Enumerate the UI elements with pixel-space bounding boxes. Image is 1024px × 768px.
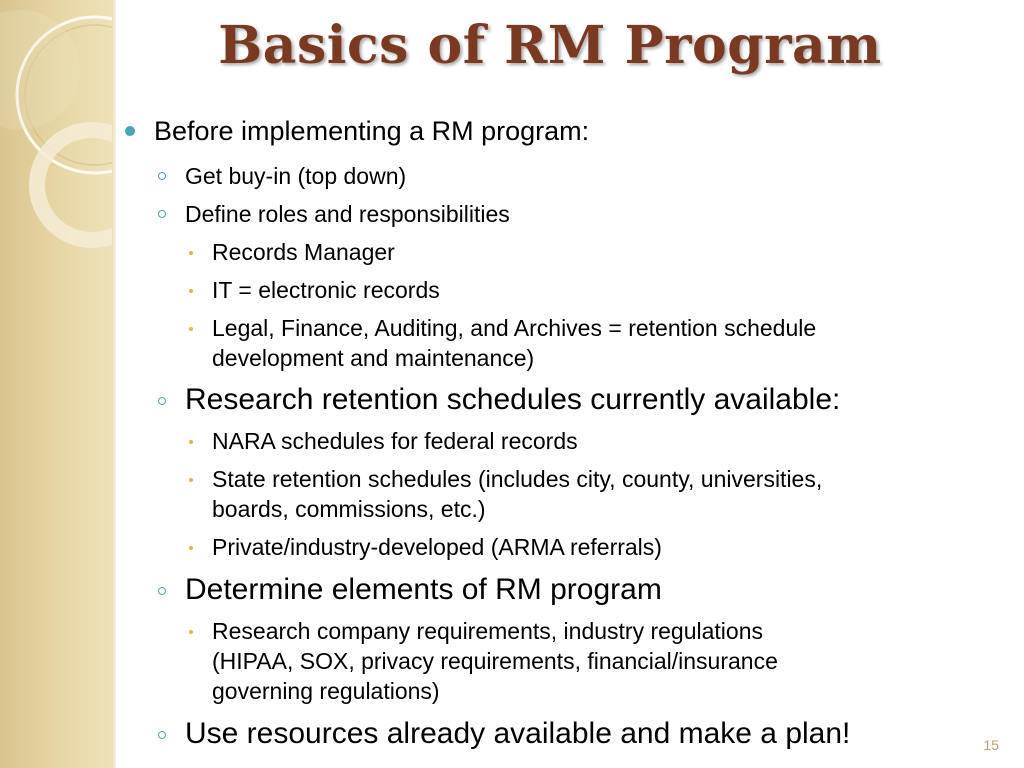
bullet-item: Use resources already available and make a plan! bbox=[185, 717, 851, 750]
bullet-small-dot-icon bbox=[189, 630, 193, 634]
bullet-item: Before implementing a RM program: bbox=[154, 116, 590, 146]
bullet-item-line: Research company requirements, industry regulations bbox=[212, 618, 763, 644]
bullet-ring-icon bbox=[158, 210, 166, 218]
page-number: 15 bbox=[983, 737, 999, 753]
bullet-item: Define roles and responsibilities bbox=[185, 201, 510, 227]
bullet-item: Private/industry-developed (ARMA referrals) bbox=[212, 534, 662, 560]
bullet-small-dot-icon bbox=[189, 440, 193, 444]
bullet-item-line: Legal, Finance, Auditing, and Archives = retention schedule bbox=[212, 315, 817, 341]
bullet-dot-icon bbox=[125, 126, 135, 136]
bullet-item: Determine elements of RM program bbox=[185, 573, 662, 606]
bullet-small-dot-icon bbox=[189, 546, 193, 550]
bullet-item: Records Manager bbox=[212, 239, 395, 265]
bullet-item-line: governing regulations) bbox=[212, 678, 440, 704]
bullet-item-line: State retention schedules (includes city, county, universities, bbox=[212, 466, 823, 492]
bullet-small-dot-icon bbox=[189, 289, 193, 293]
bullet-item: NARA schedules for federal records bbox=[212, 428, 578, 454]
bullet-small-dot-icon bbox=[189, 327, 193, 331]
bullet-item: Research retention schedules currently available: bbox=[185, 383, 841, 416]
bullet-small-dot-icon bbox=[189, 251, 193, 255]
bullet-item: Get buy-in (top down) bbox=[185, 163, 407, 189]
bullet-item-line: boards, commissions, etc.) bbox=[212, 496, 486, 522]
slide-title: Basics of RM Program bbox=[218, 15, 882, 76]
bullet-ring-icon bbox=[158, 587, 166, 595]
bullet-ring-icon bbox=[158, 731, 166, 739]
bullet-item-line: (HIPAA, SOX, privacy requirements, financial/insurance bbox=[212, 648, 778, 674]
bullet-item: IT = electronic records bbox=[212, 277, 440, 303]
bullet-ring-icon bbox=[158, 172, 166, 180]
bullet-small-dot-icon bbox=[189, 478, 193, 482]
bullet-item-line: development and maintenance) bbox=[212, 345, 535, 371]
bullet-ring-icon bbox=[158, 397, 166, 405]
